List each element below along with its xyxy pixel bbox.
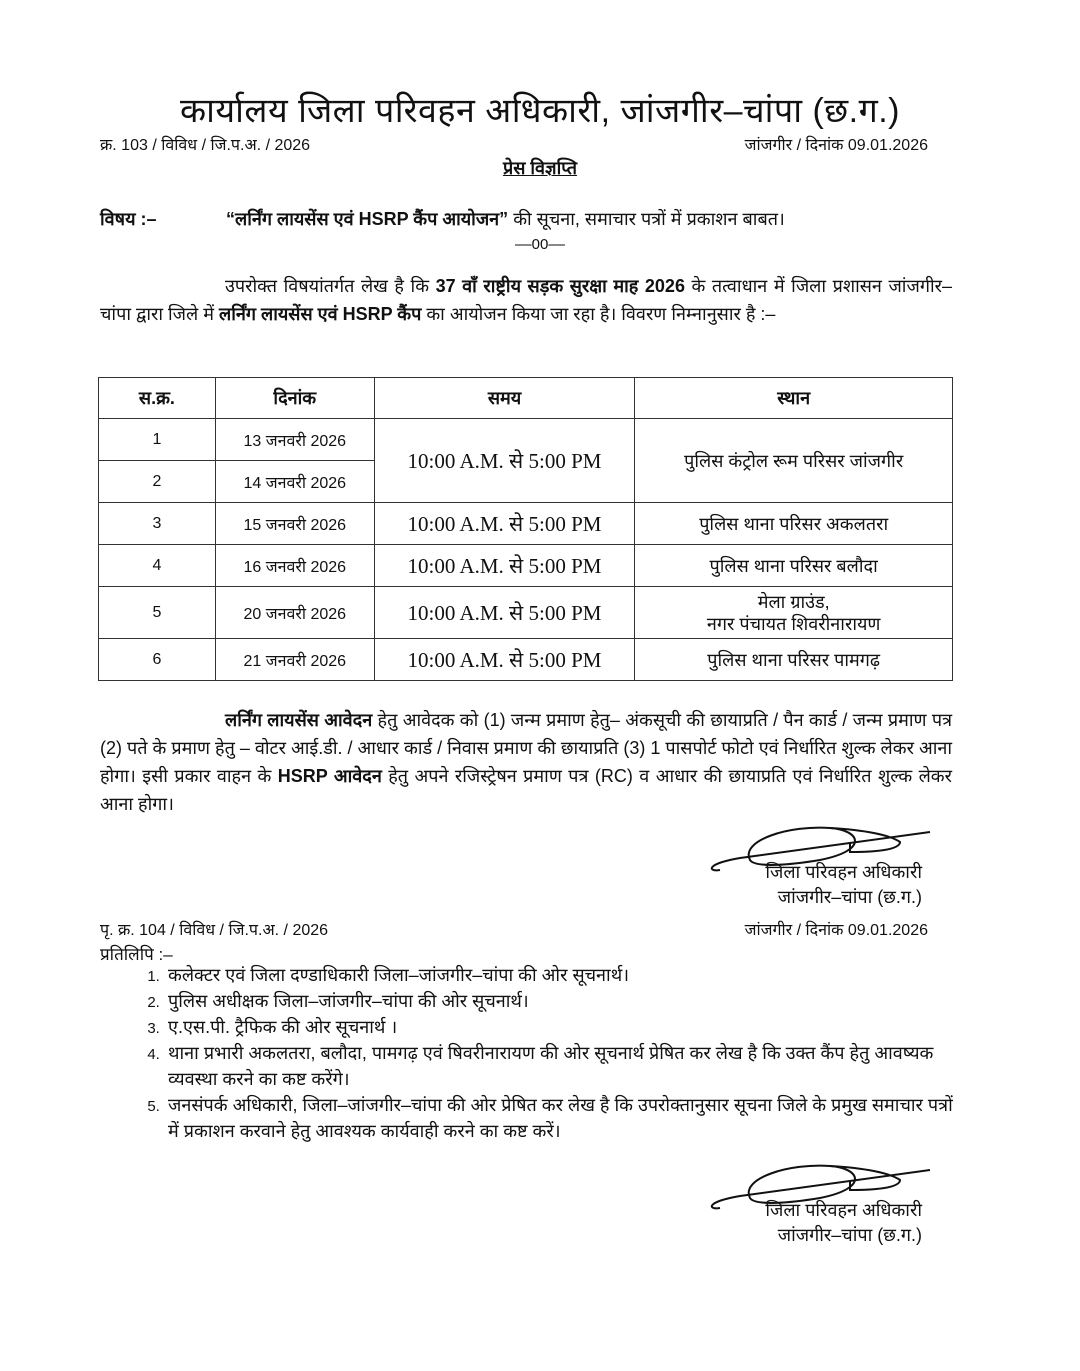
header-time: समय — [374, 378, 635, 419]
requirements-text-1: हेतु आवेदक को (1) जन्म प्रमाण हेतु– अंकसूची की छायाप्रति / पैन कार्ड / जन्म प्रमाण पत्र (2) पते के प्रमाण हेतु – वोटर आई.डी. / आधार कार्ड / निवास प्रमाण की छायाप्रति (3) 1 पासपोर्ट फोटो एवं निर्धारित शुल्क लेकर आना होगा। इसी प्रकार वाहन के — [100, 710, 953, 786]
intro-text-1: उपरोक्त विषयांतर्गत लेख है कि — [225, 276, 436, 296]
cell-date: 13 जनवरी 2026 — [215, 419, 374, 461]
list-item: 4. थाना प्रभारी अकलतरा, बलौदा, पामगढ़ एवं षिवरीनारायण की ओर सूचनार्थ प्रेषित कर लेख है कि उक्त कैंप हेतु आवष्यक व्यवस्था करने का कष्ट करेंगे। — [164, 1040, 964, 1092]
cell-time: 10:00 A.M. से 5:00 PM — [374, 587, 635, 639]
cell-date: 14 जनवरी 2026 — [215, 461, 374, 503]
cell-place: पुलिस थाना परिसर अकलतरा — [635, 503, 953, 545]
cell-sno: 2 — [99, 461, 216, 503]
intro-text-2: के तत्वाधान में जिला प्रशासन जांजगीर–चांपा द्वारा जिले में — [100, 276, 952, 324]
table-row — [99, 503, 953, 545]
intro-bold-2: लर्निंग लायसेंस एवं HSRP कैंप — [219, 304, 422, 324]
signatory-office: जांजगीर–चांपा (छ.ग.) — [777, 1225, 922, 1245]
press-release-heading — [0, 156, 1080, 180]
table-row — [99, 639, 953, 681]
cell-time: 10:00 A.M. से 5:00 PM — [374, 419, 635, 503]
copy-reference-number: पृ. क्र. 104 / विविध / जि.प.अ. / 2026 — [100, 922, 329, 939]
list-item: 5. जनसंपर्क अधिकारी, जिला–जांजगीर–चांपा की ओर प्रेषित कर लेख है कि उपरोक्तानुसार सूचना जिले के प्रमुख समाचार पत्रों में प्रकाशन करवाने हेतु आवश्यक कार्यवाही करने का कष्ट करें। — [164, 1092, 964, 1144]
intro-text-3: का आयोजन किया जा रहा है। विवरण निम्नानुसार है :– — [421, 304, 776, 324]
cell-date: 20 जनवरी 2026 — [215, 587, 374, 639]
cell-time: 10:00 A.M. से 5:00 PM — [374, 503, 635, 545]
signature-block-1 — [765, 860, 922, 910]
intro-bold-1: 37 वॉं राष्ट्रीय सड़क सुरक्षा माह 2026 — [435, 276, 685, 296]
cell-sno: 4 — [99, 545, 216, 587]
cell-time: 10:00 A.M. से 5:00 PM — [374, 639, 635, 681]
place-line-2: नगर पंचायत शिवरीनारायण — [706, 613, 881, 634]
place-line-1: मेला ग्राउंड, — [757, 591, 830, 612]
cell-date: 21 जनवरी 2026 — [215, 639, 374, 681]
press-release-text: प्रेस विज्ञप्ति — [502, 158, 578, 178]
list-item: 2. पुलिस अधीक्षक जिला–जांजगीर–चांपा की ओर सूचनार्थ। — [164, 988, 964, 1014]
list-item: 1. कलेक्टर एवं जिला दण्डाधिकारी जिला–जांजगीर–चांपा की ओर सूचनार्थ। — [164, 962, 964, 988]
header-sno: स.क्र. — [99, 378, 216, 419]
cell-time: 10:00 A.M. से 5:00 PM — [374, 545, 635, 587]
signatory-designation: जिला परिवहन अधिकारी — [765, 1200, 922, 1220]
table-row — [99, 545, 953, 587]
reference-number: क्र. 103 / विविध / जि.प.अ. / 2026 — [100, 137, 311, 154]
signature-block-2 — [765, 1198, 922, 1248]
table-header-row — [99, 378, 953, 419]
header-date: दिनांक — [215, 378, 374, 419]
cell-date: 15 जनवरी 2026 — [215, 503, 374, 545]
place-date: जांजगीर / दिनांक 09.01.2026 — [744, 137, 928, 154]
signatory-office: जांजगीर–चांपा (छ.ग.) — [777, 887, 922, 907]
requirements-bold-1: लर्निंग लायसेंस आवेदन — [225, 710, 373, 730]
cell-date: 16 जनवरी 2026 — [215, 545, 374, 587]
separator: ––00–– — [514, 236, 566, 253]
table-row — [99, 419, 953, 461]
subject-bold: “लर्निंग लायसेंस एवं HSRP कैंप आयोजन” — [226, 209, 509, 229]
cell-sno: 6 — [99, 639, 216, 681]
cell-place: पुलिस थाना परिसर बलौदा — [635, 545, 953, 587]
intro-paragraph — [100, 272, 952, 328]
office-title: कार्यालय जिला परिवहन अधिकारी, जांजगीर–चांपा (छ.ग.) — [179, 92, 900, 130]
cell-place: पुलिस कंट्रोल रूम परिसर जांजगीर — [635, 419, 953, 503]
table-row — [99, 587, 953, 639]
cell-sno: 5 — [99, 587, 216, 639]
requirements-bold-2: HSRP आवेदन — [277, 766, 382, 786]
cell-sno: 3 — [99, 503, 216, 545]
subject-text — [226, 207, 785, 231]
schedule-table — [98, 377, 953, 681]
copy-list — [128, 962, 964, 1144]
requirements-text-2: हेतु अपने रजिस्ट्रेषन प्रमाण पत्र (RC) व आधार की छायाप्रति एवं निर्धारित शुल्क लेकर आना होगा। — [100, 766, 952, 814]
cell-place — [635, 587, 953, 639]
copy-place-date: जांजगीर / दिनांक 09.01.2026 — [744, 922, 928, 939]
requirements-paragraph — [100, 706, 952, 818]
subject-rest: की सूचना, समाचार पत्रों में प्रकाशन बाबत। — [508, 209, 785, 229]
cell-place: पुलिस थाना परिसर पामगढ़ — [635, 639, 953, 681]
copy-label: प्रतिलिपि :– — [100, 945, 173, 964]
list-item: 3. ए.एस.पी. ट्रैफिक की ओर सूचनार्थ । — [164, 1014, 964, 1040]
subject-label: विषय :– — [100, 209, 157, 229]
signatory-designation: जिला परिवहन अधिकारी — [765, 862, 922, 882]
header-place: स्थान — [635, 378, 953, 419]
cell-sno: 1 — [99, 419, 216, 461]
